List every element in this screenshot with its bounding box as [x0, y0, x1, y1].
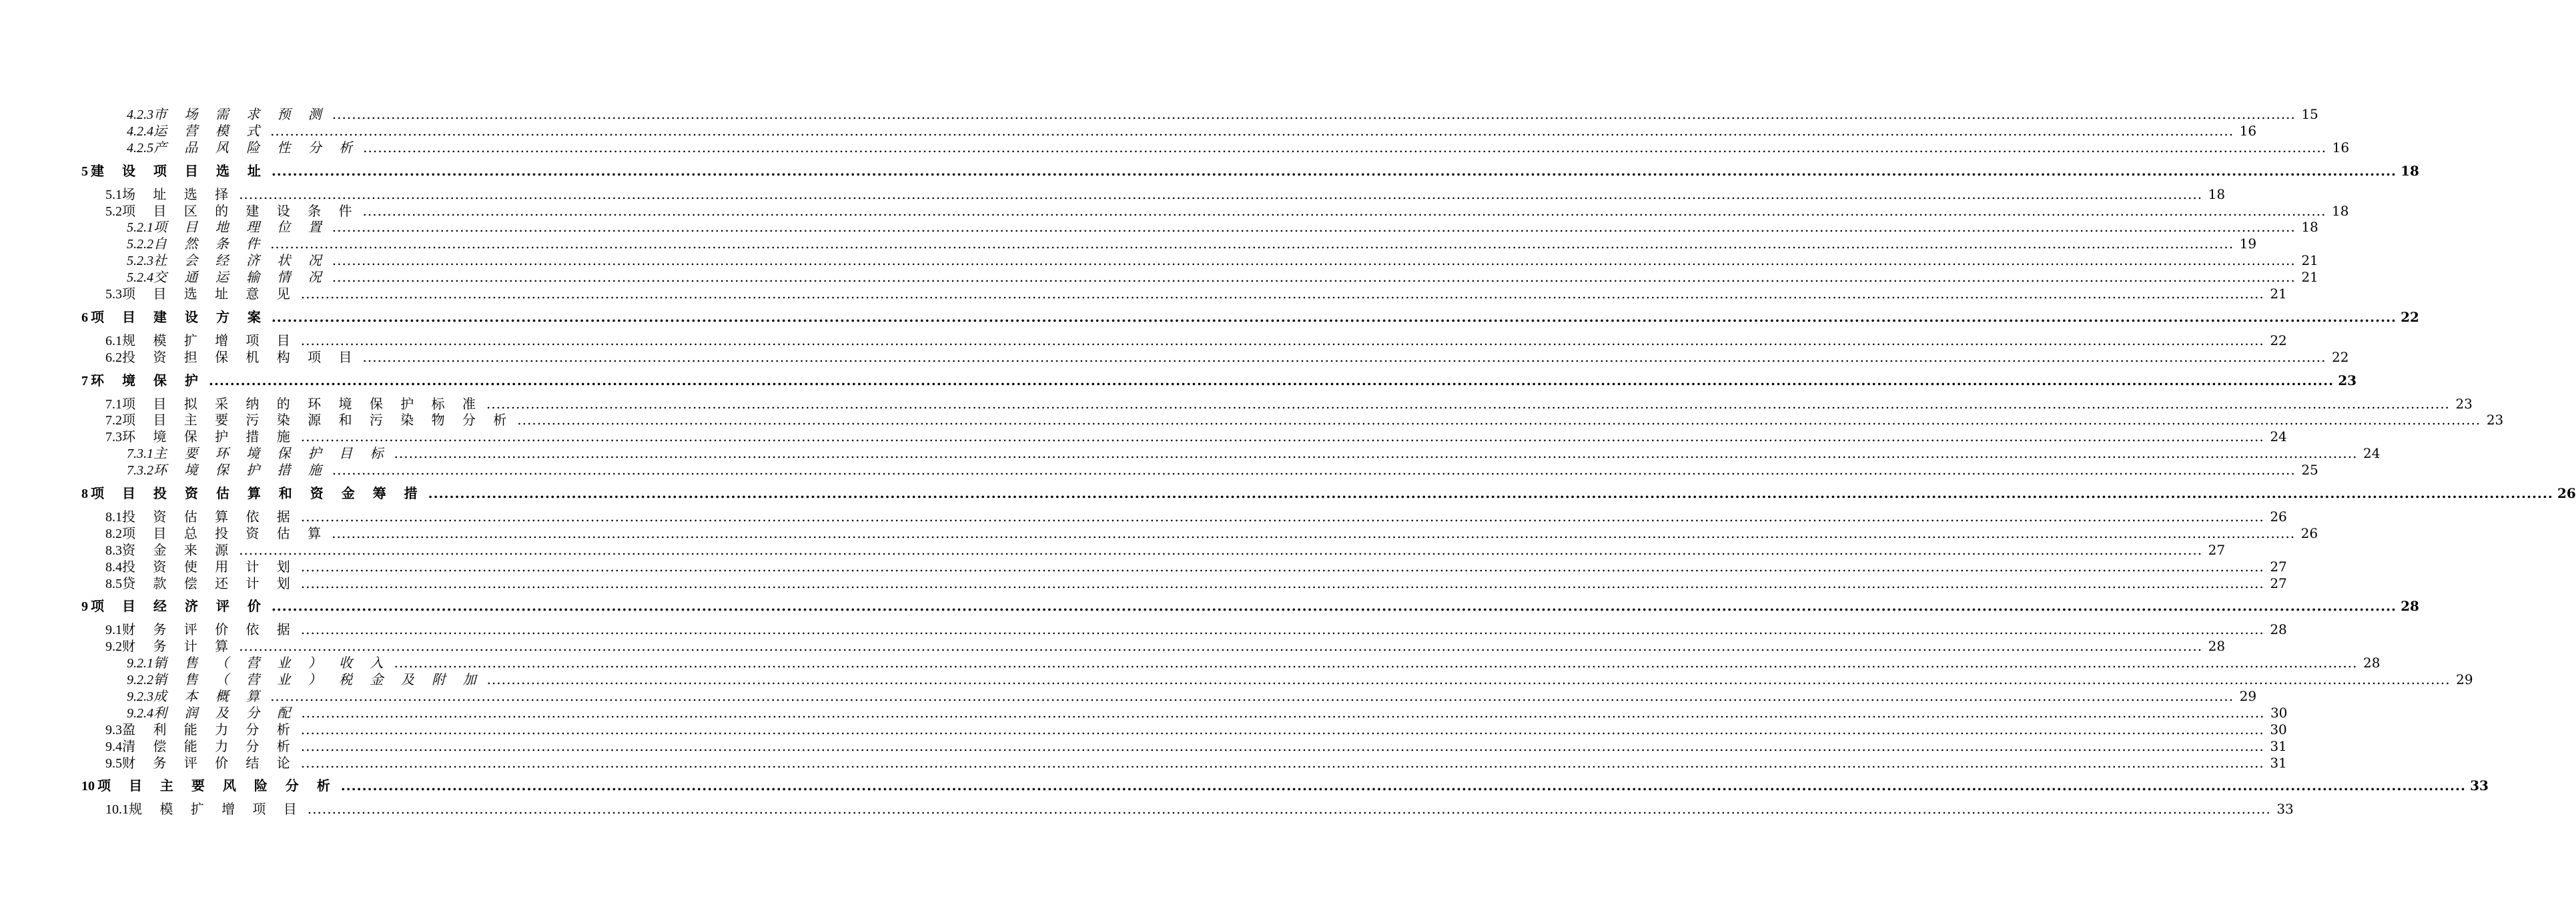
toc-entry-title: 贷 款 偿 还 计 划: [122, 575, 297, 591]
toc-entry-number: 9.4: [105, 739, 122, 754]
toc-entry-page: 27: [2270, 575, 2287, 591]
toc-entry-title: 成 本 概 算: [153, 687, 267, 704]
toc-leader-dots: ................................................................................................................................................................................................................................................................................................................................................................................................................: [332, 219, 2296, 236]
toc-leader-dots: ................................................................................................................................................................................................................................................................................................................................................................................................................: [300, 332, 2264, 348]
toc-entry-title: 主 要 环 境 保 护 目 标: [153, 445, 390, 462]
toc-leader-dots: ................................................................................................................................................................................................................................................................................................................................................................................................................: [300, 286, 2264, 302]
toc-entry-page: 26: [2557, 485, 2576, 501]
toc-entry-number: 9.2.2: [127, 673, 153, 687]
toc-entry-number: 6: [81, 310, 88, 325]
toc-leader-dots: ................................................................................................................................................................................................................................................................................................................................................................................................................: [362, 348, 2326, 365]
toc-entry-title: 投 资 使 用 计 划: [122, 558, 297, 575]
toc-entry-number: 9.5: [105, 756, 122, 771]
toc-entry-page: 18: [2208, 186, 2226, 202]
toc-entry-title: 环 境 保 护 措 施: [153, 462, 328, 479]
toc-entry-title: 销 售 （ 营 业 ） 收 入: [153, 655, 390, 671]
toc-entry[interactable]: [81, 306, 2419, 326]
toc-leader-dots: ................................................................................................................................................................................................................................................................................................................................................................................................................: [363, 139, 2327, 156]
toc-entry-title: 清 偿 能 力 分 析: [122, 737, 297, 754]
toc-entry-title: 项 目 建 设 方 案: [91, 308, 268, 325]
toc-entry-number: 5.1: [105, 187, 122, 202]
toc-entry-page: 22: [2332, 348, 2349, 365]
toc-entry-page: 18: [2401, 162, 2419, 179]
toc-entry-number: 4.2.3: [127, 107, 153, 122]
toc-entry-title: 建 设 项 目 选 址: [91, 162, 268, 179]
toc-leader-dots: ................................................................................................................................................................................................................................................................................................................................................................................................................: [300, 721, 2264, 737]
toc-entry-page: 33: [2276, 801, 2294, 818]
toc-entry-page: 30: [2270, 704, 2288, 721]
toc-entry-page: 26: [2300, 525, 2318, 541]
toc-leader-dots: ................................................................................................................................................................................................................................................................................................................................................................................................................: [332, 269, 2296, 286]
toc-leader-dots: ................................................................................................................................................................................................................................................................................................................................................................................................................: [332, 525, 2296, 541]
toc-leader-dots: ................................................................................................................................................................................................................................................................................................................................................................................................................: [239, 638, 2203, 655]
toc-leader-dots: ................................................................................................................................................................................................................................................................................................................................................................................................................: [239, 541, 2203, 558]
toc-entry-number: 8: [81, 487, 88, 501]
toc-leader-dots: ................................................................................................................................................................................................................................................................................................................................................................................................................: [394, 655, 2358, 671]
toc-entry-number: 9.2: [105, 639, 122, 655]
toc-entry-page: 29: [2456, 671, 2473, 687]
toc-entry-number: 9.2.3: [127, 689, 153, 704]
toc-leader-dots: ................................................................................................................................................................................................................................................................................................................................................................................................................: [300, 558, 2264, 575]
toc-entry-title: 项 目 投 资 估 算 和 资 金 筹 措: [91, 485, 424, 501]
toc-entry-title: 项 目 主 要 污 染 源 和 污 染 物 分 析: [122, 412, 514, 428]
toc-leader-dots: ................................................................................................................................................................................................................................................................................................................................................................................................................: [300, 575, 2264, 591]
toc-entry-page: 28: [2401, 598, 2419, 615]
toc-entry[interactable]: [81, 775, 2489, 794]
toc-leader-dots: ................................................................................................................................................................................................................................................................................................................................................................................................................: [517, 412, 2481, 428]
toc-leader-dots: ................................................................................................................................................................................................................................................................................................................................................................................................................: [300, 508, 2264, 525]
toc-entry-number: 9: [81, 599, 88, 615]
toc-entry-number: 5.2.2: [127, 237, 153, 252]
toc-leader-dots: ................................................................................................................................................................................................................................................................................................................................................................................................................: [428, 485, 2553, 501]
toc-leader-dots: ................................................................................................................................................................................................................................................................................................................................................................................................................: [300, 737, 2264, 754]
toc-entry-title: 投 资 估 算 依 据: [122, 508, 297, 525]
toc-entry-number: 7.3: [105, 430, 122, 445]
toc-entry-title: 销 售 （ 营 业 ） 税 金 及 附 加: [153, 671, 483, 687]
toc-entry-page: 31: [2270, 754, 2287, 771]
toc-entry-title: 规 模 扩 增 项 目: [122, 332, 297, 348]
toc-entry-title: 自 然 条 件: [153, 236, 267, 252]
toc-entry-number: 6.1: [105, 333, 122, 348]
toc-entry[interactable]: [105, 798, 2294, 818]
toc-entry-title: 场 址 选 择: [122, 186, 236, 202]
toc-entry-number: 7.1: [105, 396, 122, 412]
toc-entry-number: 7.3.1: [127, 446, 153, 462]
toc-entry-number: 8.2: [105, 526, 122, 541]
toc-entry-number: 9.2.4: [127, 705, 153, 721]
toc-entry-page: 28: [2208, 638, 2226, 655]
toc-entry[interactable]: [81, 160, 2419, 180]
toc-entry-title: 项 目 选 址 意 见: [122, 286, 297, 302]
toc-leader-dots: ................................................................................................................................................................................................................................................................................................................................................................................................................: [301, 704, 2265, 721]
toc-entry-page: 22: [2270, 332, 2287, 348]
toc-entry-number: 7: [81, 373, 88, 388]
toc-leader-dots: ................................................................................................................................................................................................................................................................................................................................................................................................................: [486, 671, 2451, 687]
toc-entry-number: 8.3: [105, 543, 122, 558]
toc-entry-number: 9.1: [105, 623, 122, 638]
toc-entry-title: 市 场 需 求 预 测: [153, 106, 328, 122]
toc-entry-number: 5: [81, 164, 88, 179]
toc-entry-number: 8.5: [105, 576, 122, 591]
toc-entry-number: 8.1: [105, 509, 122, 525]
toc-entry-page: 16: [2239, 122, 2257, 139]
toc-entry-number: 10.1: [105, 802, 129, 818]
toc-entry-title: 项 目 经 济 评 价: [91, 598, 268, 615]
toc-entry-title: 运 营 模 式: [153, 122, 267, 139]
toc-leader-dots: ................................................................................................................................................................................................................................................................................................................................................................................................................: [332, 252, 2296, 269]
toc-entry-number: 6.2: [105, 350, 122, 365]
toc-entry-page: 16: [2332, 139, 2350, 156]
toc-entry-page: 28: [2270, 621, 2287, 638]
toc-leader-dots: ................................................................................................................................................................................................................................................................................................................................................................................................................: [300, 428, 2264, 445]
toc-entry-number: 9.2.1: [127, 656, 153, 671]
toc-entry[interactable]: [127, 459, 2318, 479]
toc-leader-dots: ................................................................................................................................................................................................................................................................................................................................................................................................................: [271, 162, 2397, 179]
toc-entry-page: 22: [2401, 308, 2419, 325]
toc-entry-number: 5.3: [105, 287, 122, 302]
toc-entry-number: 9.3: [105, 722, 122, 737]
toc-entry-page: 27: [2270, 558, 2287, 575]
toc-entry-title: 项 目 主 要 风 险 分 析: [97, 778, 337, 794]
toc-entry-title: 财 务 计 算: [122, 638, 236, 655]
toc-entry-number: 5.2: [105, 204, 122, 219]
toc-leader-dots: ................................................................................................................................................................................................................................................................................................................................................................................................................: [208, 372, 2334, 388]
toc-entry-page: 33: [2470, 778, 2489, 794]
toc-entry-title: 投 资 担 保 机 构 项 目: [122, 348, 359, 365]
toc-entry-title: 项 目 区 的 建 设 条 件: [122, 202, 359, 219]
toc-entry-page: 28: [2363, 655, 2381, 671]
toc-leader-dots: ................................................................................................................................................................................................................................................................................................................................................................................................................: [271, 308, 2397, 325]
toc-entry[interactable]: [81, 370, 2357, 389]
toc-entry-page: 24: [2363, 445, 2381, 462]
toc-entry-page: 18: [2301, 219, 2318, 236]
toc-entry-title: 财 务 评 价 依 据: [122, 621, 297, 638]
toc-entry-page: 23: [2455, 395, 2473, 412]
toc-entry-page: 29: [2239, 687, 2257, 704]
toc-entry-number: 7.2: [105, 413, 122, 428]
toc-entry-page: 21: [2301, 269, 2318, 286]
toc-entry-title: 交 通 运 输 情 况: [153, 269, 328, 286]
toc-entry-title: 产 品 风 险 性 分 析: [153, 139, 360, 156]
toc-entry-number: 5.2.4: [127, 270, 153, 286]
toc-entry-page: 26: [2270, 508, 2287, 525]
toc-leader-dots: ................................................................................................................................................................................................................................................................................................................................................................................................................: [270, 687, 2234, 704]
toc-entry[interactable]: [81, 483, 2576, 502]
toc-entry-number: 4.2.5: [127, 140, 153, 156]
toc-entry-title: 规 模 扩 增 项 目: [129, 801, 304, 818]
toc-entry-page: 25: [2301, 462, 2318, 479]
toc-entry-page: 27: [2208, 541, 2226, 558]
toc-entry[interactable]: [105, 752, 2287, 772]
toc-leader-dots: ................................................................................................................................................................................................................................................................................................................................................................................................................: [362, 202, 2326, 219]
toc-entry-title: 利 润 及 分 配: [153, 704, 298, 721]
toc-leader-dots: ................................................................................................................................................................................................................................................................................................................................................................................................................: [270, 122, 2234, 139]
toc-entry-page: 31: [2270, 737, 2287, 754]
toc-entry-number: 5.2.3: [127, 254, 153, 269]
toc-entry-title: 盈 利 能 力 分 析: [122, 721, 297, 737]
toc-entry-number: 8.4: [105, 559, 122, 575]
toc-leader-dots: ................................................................................................................................................................................................................................................................................................................................................................................................................: [332, 462, 2296, 479]
toc-entry-title: 资 金 来 源: [122, 541, 236, 558]
toc-leader-dots: ................................................................................................................................................................................................................................................................................................................................................................................................................: [332, 106, 2296, 122]
toc-leader-dots: ................................................................................................................................................................................................................................................................................................................................................................................................................: [307, 801, 2271, 818]
toc-leader-dots: ................................................................................................................................................................................................................................................................................................................................................................................................................: [486, 395, 2450, 412]
toc-entry-title: 项 目 拟 采 纳 的 环 境 保 护 标 准: [122, 395, 482, 412]
toc-entry-title: 项 目 地 理 位 置: [153, 219, 328, 236]
toc-entry-title: 环 境 保 护 措 施: [122, 428, 297, 445]
toc-entry[interactable]: [105, 573, 2287, 592]
toc-leader-dots: ................................................................................................................................................................................................................................................................................................................................................................................................................: [271, 598, 2397, 615]
toc-leader-dots: ................................................................................................................................................................................................................................................................................................................................................................................................................: [300, 621, 2264, 638]
toc-entry-page: 21: [2270, 286, 2287, 302]
toc-entry-page: 21: [2301, 252, 2318, 269]
toc-entry-page: 30: [2270, 721, 2287, 737]
toc-entry-number: 4.2.4: [127, 123, 153, 139]
toc-entry-page: 18: [2332, 202, 2349, 219]
toc-leader-dots: ................................................................................................................................................................................................................................................................................................................................................................................................................: [394, 445, 2358, 462]
toc-leader-dots: ................................................................................................................................................................................................................................................................................................................................................................................................................: [270, 236, 2234, 252]
toc-entry-number: 7.3.2: [127, 463, 153, 479]
toc-entry-number: 5.2.1: [127, 220, 153, 236]
toc-leader-dots: ................................................................................................................................................................................................................................................................................................................................................................................................................: [239, 186, 2203, 202]
toc-leader-dots: ................................................................................................................................................................................................................................................................................................................................................................................................................: [340, 778, 2466, 794]
toc-leader-dots: ................................................................................................................................................................................................................................................................................................................................................................................................................: [300, 754, 2264, 771]
toc-entry-title: 环 境 保 护: [91, 372, 205, 388]
toc-entry-page: 24: [2270, 428, 2287, 445]
toc-entry-title: 社 会 经 济 状 况: [153, 252, 328, 269]
toc-entry[interactable]: [105, 346, 2349, 366]
toc-entry-number: 10: [81, 779, 95, 794]
toc-entry-page: 15: [2301, 106, 2318, 122]
toc-entry[interactable]: [127, 137, 2350, 156]
toc-entry[interactable]: [105, 283, 2287, 302]
toc-entry-page: 23: [2338, 372, 2357, 388]
toc-entry-title: 财 务 评 价 结 论: [122, 754, 297, 771]
toc-entry-title: 项 目 总 投 资 估 算: [122, 525, 328, 541]
toc-entry-page: 19: [2239, 236, 2257, 252]
toc-entry[interactable]: [81, 595, 2419, 615]
toc-entry-page: 23: [2486, 412, 2504, 428]
